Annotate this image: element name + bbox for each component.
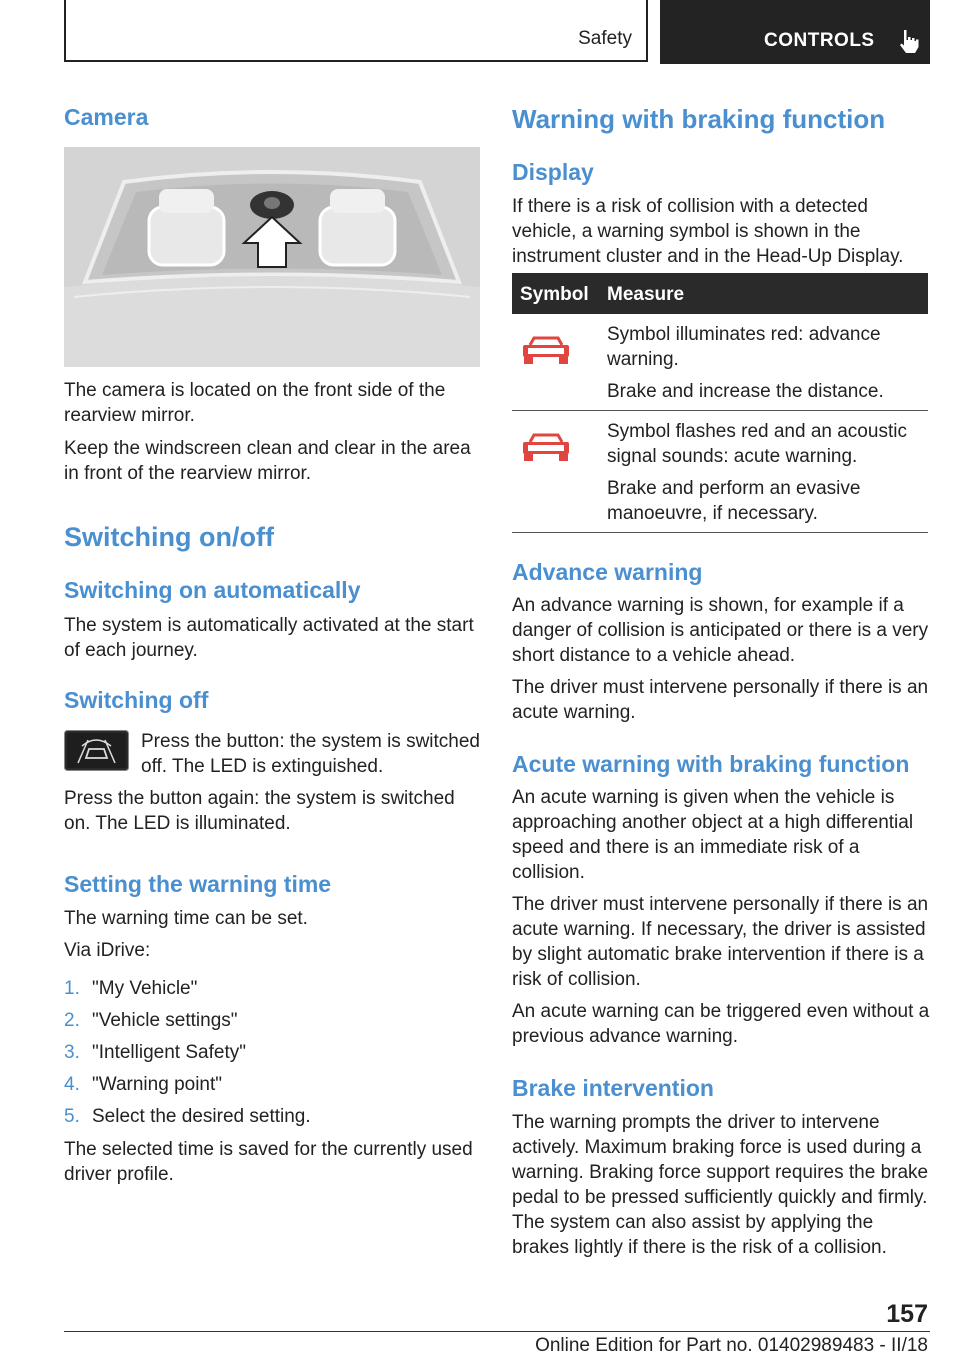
advance-text bbox=[512, 593, 930, 725]
via-idrive: Via iDrive: bbox=[64, 940, 151, 961]
list-text: "My Vehicle" bbox=[92, 978, 198, 999]
saved-paragraph: The selected time is saved for the currently used driver profile. bbox=[64, 1139, 473, 1185]
list-text: "Intelligent Safety" bbox=[92, 1042, 246, 1063]
list-number: 2. bbox=[64, 1010, 80, 1031]
display-heading: Display bbox=[512, 159, 594, 185]
rear-window-illustration bbox=[64, 147, 480, 367]
list-text: "Warning point" bbox=[92, 1074, 223, 1095]
camera-paragraph-1: The camera is located on the front side of the rearview mirror. bbox=[64, 380, 446, 426]
list-number: 1. bbox=[64, 978, 80, 999]
list-text: "Vehicle settings" bbox=[92, 1010, 238, 1031]
list-number: 5. bbox=[64, 1106, 80, 1127]
camera-photo bbox=[64, 147, 480, 367]
assist-button-icon bbox=[64, 730, 129, 771]
measure-line-2: Brake and increase the distance. bbox=[607, 381, 884, 402]
switching-heading: Switching on/off bbox=[64, 522, 274, 552]
advance-paragraph-1: An advance warning is shown, for example if a danger of collision is anticipated or there is a very short distance to a vehicle ahead. bbox=[512, 595, 929, 666]
col-measure-header: Measure bbox=[607, 284, 685, 305]
table-divider bbox=[512, 410, 928, 411]
warning-time-paragraph: The warning time can be set. bbox=[64, 908, 308, 929]
page-number: 157 bbox=[886, 1300, 928, 1328]
advance-heading: Advance warning bbox=[512, 559, 703, 585]
measure-line-2: Brake and perform an evasive manoeuvre, if necessary. bbox=[607, 478, 861, 524]
brake-heading: Brake intervention bbox=[512, 1075, 714, 1101]
auto-paragraph: The system is automatically activated at the start of each journey. bbox=[64, 615, 474, 661]
list-number: 4. bbox=[64, 1074, 80, 1095]
camera-paragraph-2: Keep the windscreen clean and clear in the area in front of the rearview mirror. bbox=[64, 438, 471, 484]
header-chapter-title: CONTROLS bbox=[764, 30, 875, 51]
acute-heading: Acute warning with braking function bbox=[512, 751, 910, 777]
page-header bbox=[64, 0, 930, 64]
header-section-title: Safety bbox=[578, 28, 632, 49]
auto-heading: Switching on automatically bbox=[64, 577, 361, 603]
car-warning-icon bbox=[520, 432, 572, 464]
acute-paragraph-2: The driver must intervene personally if there is an acute warning. If necessary, the driver is assisted by slight automatic brake intervention if there is a risk of collision. bbox=[512, 894, 929, 990]
camera-heading: Camera bbox=[64, 104, 149, 130]
header-chapter-box bbox=[660, 0, 930, 64]
measure-line-1: Symbol illuminates red: advance warning. bbox=[607, 324, 881, 370]
table-header bbox=[512, 273, 928, 314]
display-paragraph: If there is a risk of collision with a detected vehicle, a warning symbol is shown in the instrument cluster and in the Head-Up Display. bbox=[512, 196, 904, 267]
acute-text bbox=[512, 785, 930, 1049]
header-section-box bbox=[64, 0, 648, 62]
again-paragraph: Press the button again: the system is switched on. The LED is illuminated. bbox=[64, 788, 455, 834]
acute-paragraph-1: An acute warning is given when the vehicle is approaching another object at a high differential speed and there is an immediate risk of a collision. bbox=[512, 787, 914, 883]
off-paragraph: Press the button: the system is switched off. The LED is extinguished. bbox=[141, 731, 480, 777]
measure-line-1: Symbol flashes red and an acoustic signal sounds: acute warning. bbox=[607, 421, 907, 467]
off-heading: Switching off bbox=[64, 687, 209, 713]
driving-assist-button-icon bbox=[64, 730, 129, 771]
car-warning-icon bbox=[520, 335, 572, 367]
acute-paragraph-3: An acute warning can be triggered even without a previous advance warning. bbox=[512, 1001, 930, 1047]
table-divider bbox=[512, 532, 928, 533]
edition-text: Online Edition for Part no. 01402989483 - II/18 bbox=[535, 1335, 928, 1356]
table-row bbox=[607, 419, 927, 526]
footer-rule bbox=[64, 1331, 930, 1332]
list-text: Select the desired setting. bbox=[92, 1106, 311, 1127]
brake-paragraph: The warning prompts the driver to intervene actively. Maximum braking force is used during a warning. Braking force support requires the brake pedal to be pressed sufficiently quickly and firmly. The system can also assist by applying the brakes lightly if there is the risk of a collision. bbox=[512, 1112, 929, 1258]
table-row bbox=[607, 322, 927, 404]
col-symbol-header: Symbol bbox=[520, 284, 589, 305]
list-number: 3. bbox=[64, 1042, 80, 1063]
main-heading: Warning with braking function bbox=[512, 104, 886, 134]
warning-time-heading: Setting the warning time bbox=[64, 871, 332, 897]
hand-pointer-icon bbox=[898, 28, 920, 54]
advance-paragraph-2: The driver must intervene personally if there is an acute warning. bbox=[512, 677, 929, 723]
camera-text bbox=[64, 378, 482, 486]
